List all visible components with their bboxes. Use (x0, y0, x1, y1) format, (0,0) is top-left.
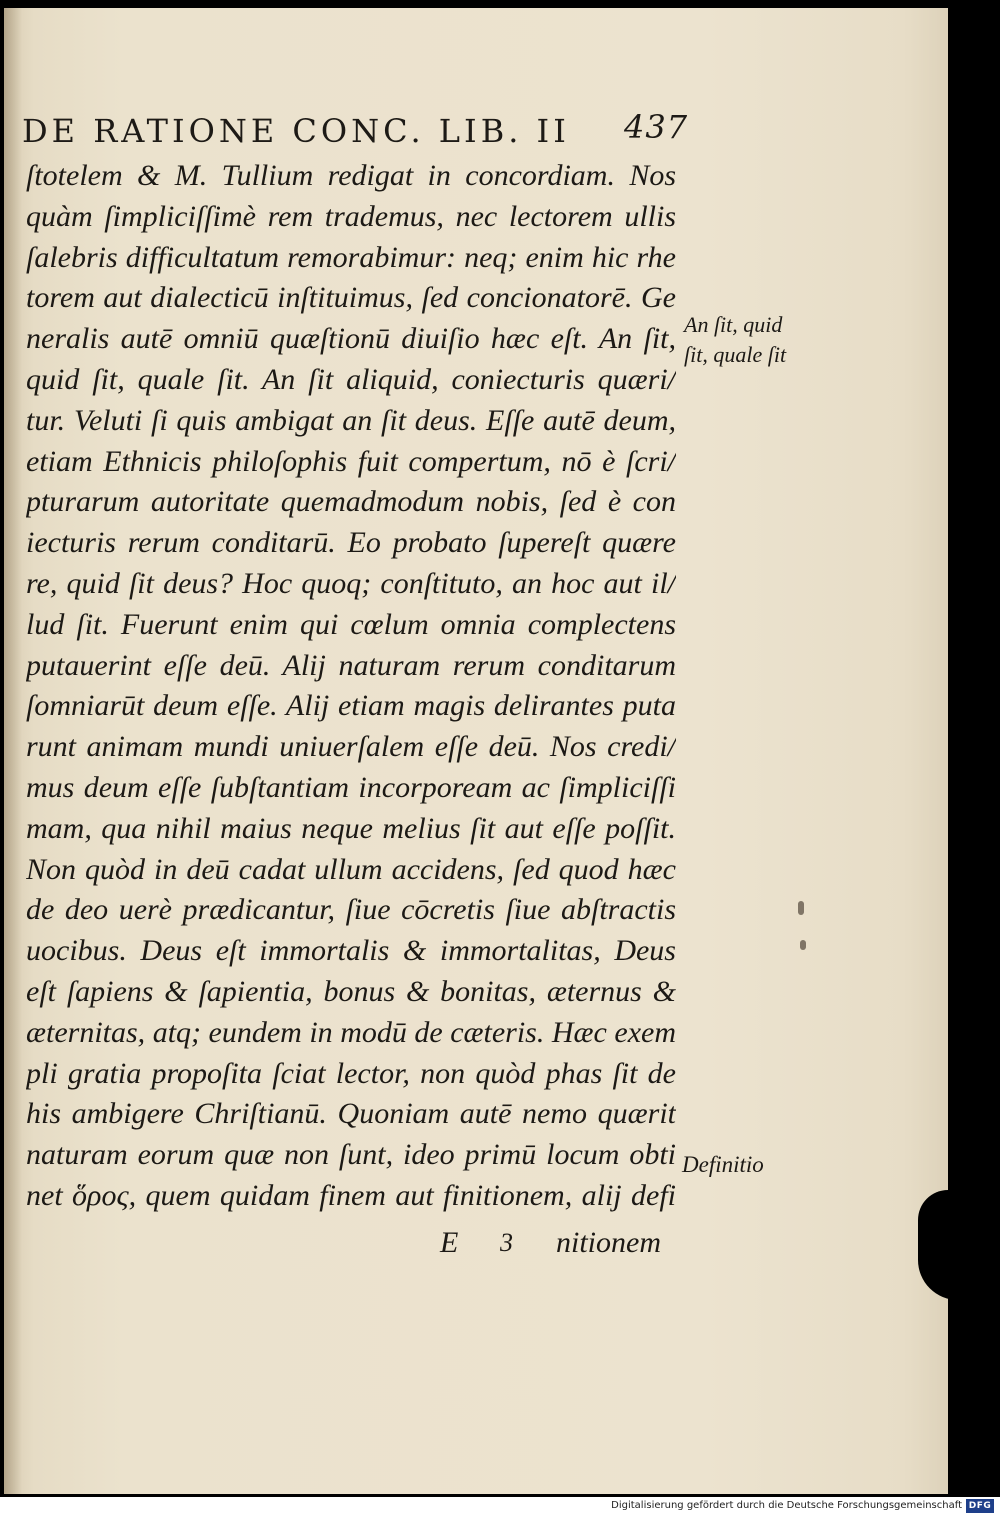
marginal-note-question-types (684, 310, 786, 370)
text-line: Non quòd in deū cadat ullum accidens, ſed quod hæc (26, 852, 676, 886)
book-page (4, 8, 948, 1494)
text-line: iecturis rerum conditarū. Eo probato ſupereſt quære (26, 526, 676, 560)
page-number: 437 (624, 108, 689, 146)
text-line: mam, qua nihil maius neque melius ſit aut eſſe poſſit. (26, 811, 676, 845)
catchword: nitionem (556, 1226, 661, 1259)
text-line: etiam Ethnicis philoſophis fuit compertum, nō è ſcri/ (26, 444, 676, 478)
text-line: ſalebris difficultatum remorabimur: neq; enim hic rhe (26, 240, 676, 274)
text-line: quid ſit, quale ſit. An ſit aliquid, coniecturis quæri/ (26, 362, 676, 396)
text-line: uocibus. Deus eſt immortalis & immortalitas, Deus (26, 934, 676, 968)
text-line: runt animam mundi uniuerſalem eſſe deū. Nos credi/ (26, 730, 676, 764)
signature-number: 3 (500, 1228, 513, 1257)
text-line: de deo uerè prædicantur, ſiue cōcretis ſiue abſtractis (26, 893, 676, 927)
text-line: pli gratia propoſita ſciat lector, non quòd phas ſit de (26, 1056, 676, 1090)
text-line: mus deum eſſe ſubſtantiam incorpoream ac ſimpliciſſi (26, 770, 676, 804)
text-line: naturam eorum quæ non ſunt, ideo primū locum obti (26, 1138, 676, 1172)
text-line: pturarum autoritate quemadmodum nobis, ſed è con (26, 485, 676, 519)
ink-smudge (800, 940, 806, 950)
text-line: ſomniarūt deum eſſe. Alij etiam magis delirantes puta (26, 689, 676, 723)
marginal-note-line: An ſit, quid (684, 312, 783, 337)
catchline (434, 1226, 674, 1266)
marginal-note-line: ſit, quale ſit (684, 342, 787, 367)
text-line: net ὅρος, quem quidam finem aut finitionem, alij defi (26, 1178, 676, 1212)
text-line: torem aut dialecticū inſtituimus, ſed concionatorē. Ge (26, 281, 676, 315)
text-line: tur. Veluti ſi quis ambigat an ſit deus. Eſſe autē deum, (26, 403, 676, 437)
signature-mark: E (440, 1226, 460, 1259)
running-head (22, 108, 689, 152)
footer-bar (0, 1497, 1000, 1518)
body-text (26, 156, 676, 1217)
ink-smudge (798, 901, 804, 915)
text-line: re, quid ſit deus? Hoc quoq; conſtituto, an hoc aut il/ (26, 566, 676, 600)
text-line: æternitas, atq; eundem in modū de cæteris. Hæc exem (26, 1015, 676, 1049)
dfg-logo: DFG (966, 1499, 994, 1513)
running-head-title: DE RATIONE CONC. LIB. II (22, 112, 570, 150)
text-line: putauerint eſſe deū. Alij naturam rerum conditarum (26, 648, 676, 682)
footer-credit: Digitalisierung gefördert durch die Deutsche Forschungsgemeinschaft (611, 1500, 962, 1511)
marginal-note-definitio: Definitio (682, 1152, 764, 1177)
text-line: lud ſit. Fuerunt enim qui cœlum omnia complectens (26, 607, 676, 641)
text-line: his ambigere Chriſtianū. Quoniam autē nemo quærit (26, 1097, 676, 1131)
text-line: eſt ſapiens & ſapientia, bonus & bonitas, æternus & (26, 974, 676, 1008)
text-line: neralis autē omniū quæſtionū diuiſio hæc eſt. An ſit, (26, 322, 676, 356)
text-line: ſtotelem & M. Tullium redigat in concordiam. Nos (26, 159, 676, 192)
text-line: quàm ſimpliciſſimè rem trademus, nec lectorem ullis (26, 199, 676, 233)
